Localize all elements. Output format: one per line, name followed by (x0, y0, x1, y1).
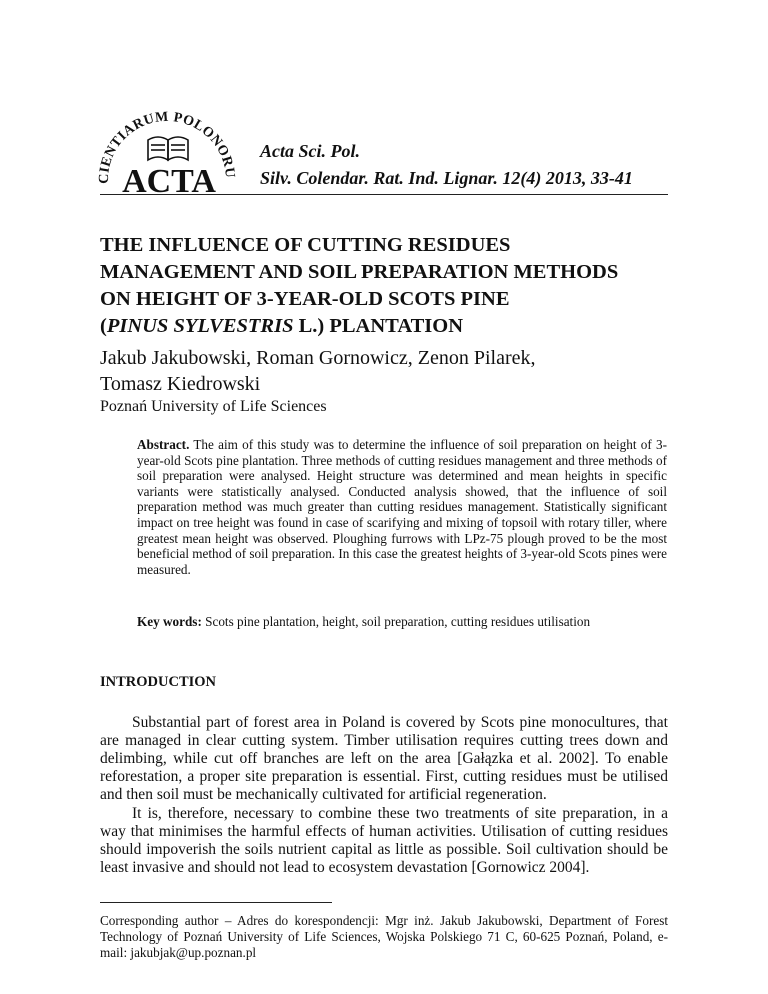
title-line-4 (100, 313, 700, 340)
title-line-2: MANAGEMENT AND SOIL PREPARATION METHODS (100, 261, 619, 283)
introduction-paragraph-1: Substantial part of forest area in Poland is covered by Scots pine monocultures, that are managed in clear cutting system. Timber utilisation requires cutting trees down and delimbing, while cut off branches are left on the area [Gałązka et al. 2002]. To enable reforestation, a proper site preparation is essential. First, cutting residues must be utilised and then soil must be mechanically cultivated for artificial regeneration. (100, 714, 668, 803)
keywords (137, 614, 667, 630)
open-book-icon (148, 137, 188, 160)
title-line-1: THE INFLUENCE OF CUTTING RESIDUES (100, 234, 511, 256)
authors-line-2: Tomasz Kiedrowski (100, 373, 261, 395)
affiliation: Poznań University of Life Sciences (100, 398, 327, 415)
introduction-body (100, 714, 668, 878)
paper-title (100, 232, 700, 340)
abstract-label: Abstract. (137, 437, 190, 452)
title-rest: L.) PLANTATION (293, 315, 463, 337)
keywords-label: Key words: (137, 614, 202, 629)
authors-line-1: Jakub Jakubowski, Roman Gornowicz, Zenon Pilarek, (100, 347, 536, 369)
abstract (137, 437, 667, 577)
journal-name: Acta Sci. Pol. (260, 141, 360, 161)
abstract-text: The aim of this study was to determine the influence of soil preparation on height of 3-year-old Scots pine plantation. Three methods of cutting residues management and three methods of soil preparation were analysed. Height structure was determined and mean heights in specific variants were statistically analysed. Conducted analysis showed, that the influence of soil preparation method was much greater than cutting residues management. Statistically significant impact on tree height was found in case of scarifying and mixing of topsoil with rotary tiller, where greatest mean height was observed. Ploughing furrows with LPz-75 plough proved to be the most beneficial method of soil preparation. In this case the greatest heights of 3-year-old Scots pines were measured. (137, 437, 667, 577)
introduction-paragraph-2: It is, therefore, necessary to combine these two treatments of site preparation, in a way that minimises the harmful effects of human activities. Utilisation of cutting residues should impoverish the soils nutrient capital as little as possible. Soil cultivation should be least invasive and should not lead to ecosystem devastation [Gornowicz 2004]. (100, 805, 668, 876)
footnote-divider (100, 902, 332, 903)
title-line-3: ON HEIGHT OF 3-YEAR-OLD SCOTS PINE (100, 288, 510, 310)
logo-arc-textpath: CIENTIARUM POLONORU (96, 109, 238, 185)
logo-acronym: ACTA (122, 163, 216, 198)
header-divider (100, 194, 668, 195)
section-heading-introduction: INTRODUCTION (100, 674, 217, 690)
journal-citation (260, 138, 633, 192)
journal-volume: Silv. Colendar. Rat. Ind. Lignar. 12(4) 2013, 33-41 (260, 168, 633, 188)
journal-logo (96, 98, 246, 198)
keywords-text: Scots pine plantation, height, soil preparation, cutting residues utilisation (201, 614, 591, 629)
author-list (100, 345, 700, 397)
title-paren: ( (100, 315, 107, 337)
logo-graphic (96, 98, 246, 198)
title-species: PINUS SYLVESTRIS (106, 315, 294, 337)
corresponding-author-footnote: Corresponding author – Adres do korespondencji: Mgr inż. Jakub Jakubowski, Department of Forest Technology of Poznań University of Life Sciences, Wojska Polskiego 71 C, 60-625 Poznań, Poland, e-mail: jakubjak@up.poznan.pl (100, 913, 668, 960)
